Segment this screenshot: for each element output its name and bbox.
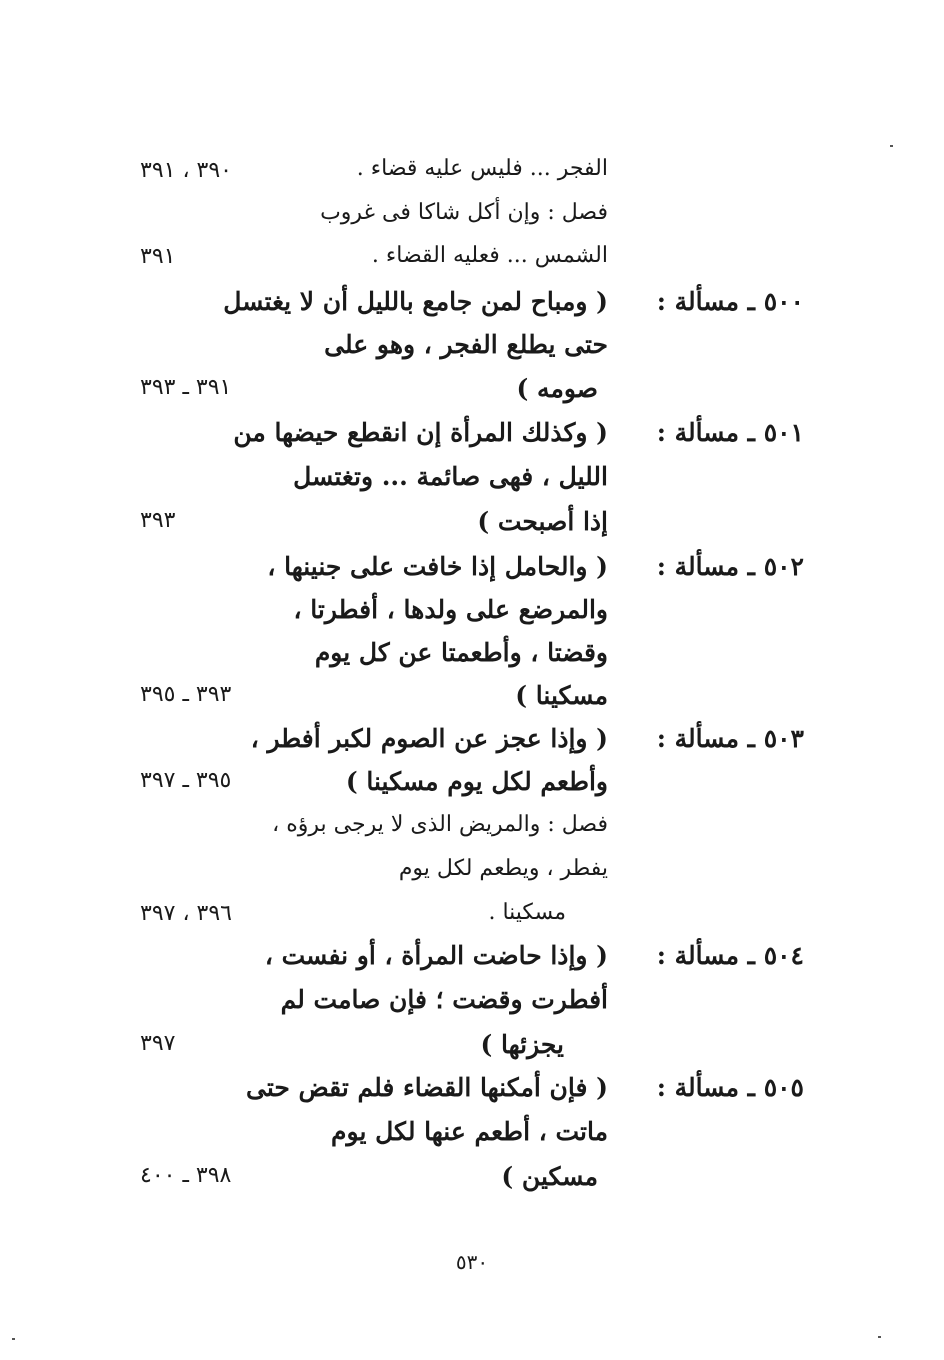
scan-speck — [878, 1336, 881, 1338]
issue-label: ٥٠١ ـ مسألة : — [656, 418, 804, 447]
entry-text: الفجر ... فليس عليه قضاء . — [356, 156, 608, 181]
page-reference: ٣٩٧ — [140, 1031, 176, 1056]
page-reference: ٣٩٦ ، ٣٩٧ — [140, 901, 232, 926]
entry-text: إذا أصبحت ) — [477, 507, 608, 536]
entry-text: يجزئها ) — [480, 1030, 564, 1059]
page-number: ٥٣٠ — [455, 1250, 489, 1274]
entry-text: ماتت ، أطعم عنها لكل يوم — [331, 1117, 608, 1146]
page-reference: ٣٩٣ ـ ٣٩٥ — [140, 682, 232, 707]
entry-text: فصل : والمريض الذى لا يرجى برؤه ، — [272, 812, 608, 837]
page-reference: ٣٩٨ ـ ٤٠٠ — [140, 1163, 232, 1188]
scan-speck — [12, 1338, 15, 1340]
entry-text: فصل : وإن أكل شاكا فى غروب — [320, 200, 608, 225]
entry-text: الشمس ... فعليه القضاء . — [371, 243, 608, 268]
entry-text: أفطرت وقضت ؛ فإن صامت لم — [280, 985, 608, 1014]
entry-text: يفطر ، ويطعم لكل يوم — [398, 856, 608, 881]
issue-label: ٥٠٥ ـ مسألة : — [656, 1073, 804, 1102]
issue-label: ٥٠٤ ـ مسألة : — [656, 941, 804, 970]
page-reference: ٣٩١ ـ ٣٩٣ — [140, 375, 232, 400]
issue-label: ٥٠٢ ـ مسألة : — [656, 552, 804, 581]
page-reference: ٣٩٣ — [140, 508, 176, 533]
issue-label: ٥٠٠ ـ مسألة : — [656, 287, 804, 316]
entry-text: ( وإذا عجز عن الصوم لكبر أفطر ، — [250, 724, 608, 753]
issue-label: ٥٠٣ ـ مسألة : — [656, 724, 804, 753]
entry-text: مسكينا . — [488, 900, 566, 925]
entry-text: ( وإذا حاضت المرأة ، أو نفست ، — [264, 941, 608, 970]
entry-text: صومه ) — [516, 374, 598, 403]
entry-text: الليل ، فهى صائمة ... وتغتسل — [293, 462, 608, 491]
page-reference: ٣٩٠ ، ٣٩١ — [140, 158, 232, 183]
entry-text: ( فإن أمكنها القضاء فلم تقض حتى — [246, 1073, 608, 1102]
scan-speck — [890, 145, 893, 147]
entry-text: ( وكذلك المرأة إن انقطع حيضها من — [233, 418, 608, 447]
entry-text: مسكينا ) — [515, 681, 608, 710]
entry-text: والمرضع على ولدها ، أفطرتا ، — [293, 595, 608, 624]
page-reference: ٣٩١ — [140, 244, 176, 269]
entry-text: ( والحامل إذا خافت على جنينها ، — [267, 552, 608, 581]
page-reference: ٣٩٥ ـ ٣٩٧ — [140, 768, 232, 793]
entry-text: ( ومباح لمن جامع بالليل أن لا يغتسل — [223, 287, 608, 316]
entry-text: وأطعم لكل يوم مسكينا ) — [345, 767, 608, 796]
entry-text: مسكين ) — [501, 1162, 598, 1191]
entry-text: حتى يطلع الفجر ، وهو على — [324, 330, 608, 359]
entry-text: وقضتا ، وأطعمتا عن كل يوم — [314, 638, 608, 667]
